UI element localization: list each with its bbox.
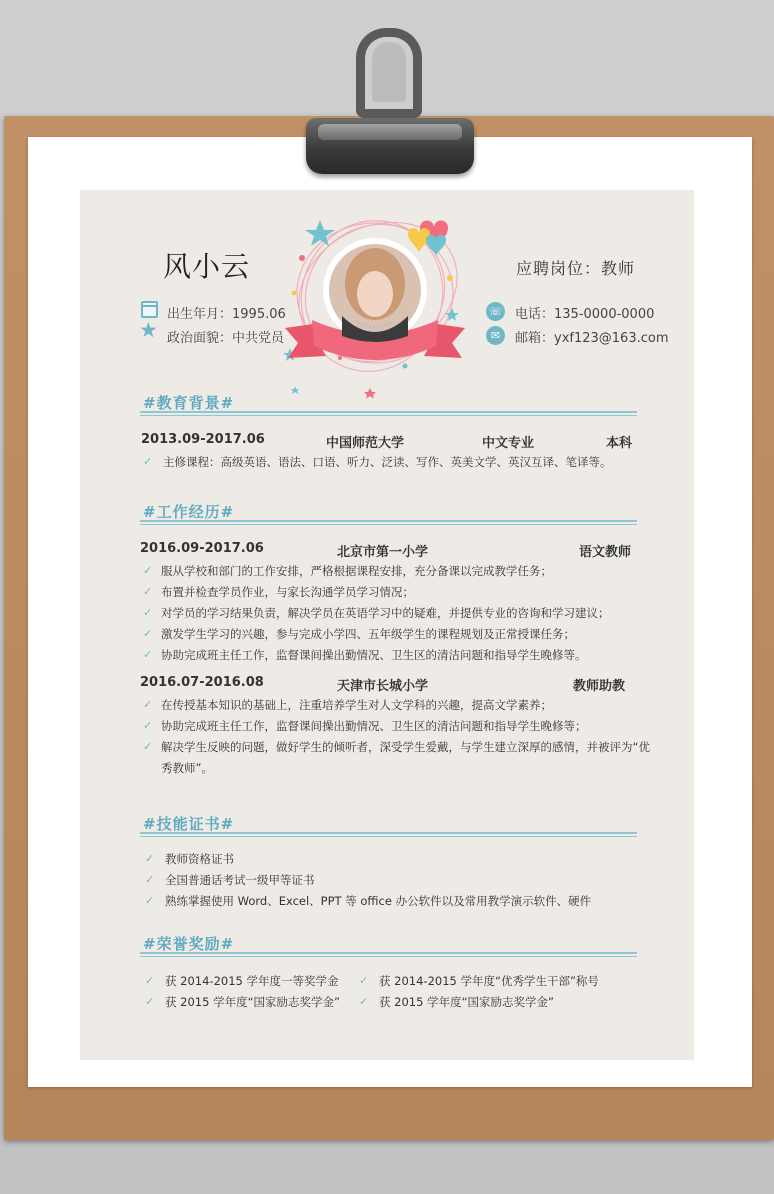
work-role: 教师助教 — [573, 679, 626, 694]
work-organization: 天津市长城小学 — [337, 679, 429, 694]
education-major: 中文专业 — [482, 436, 535, 451]
check-icon: ✓ — [143, 648, 153, 661]
education-period: 2013.09-2017.06 — [141, 432, 265, 447]
check-icon: ✓ — [143, 585, 153, 598]
check-icon: ✓ — [143, 564, 153, 577]
clip-ring-shine — [372, 42, 406, 102]
section-title-education: #教育背景# — [143, 394, 235, 412]
check-icon: ✓ — [145, 995, 155, 1008]
check-icon: ✓ — [359, 995, 369, 1008]
work-duty: 协助完成班主任工作，监督课间操出勤情况、卫生区的清洁问题和指导学生晚修等； — [161, 719, 587, 733]
binder-clip-highlight — [318, 124, 462, 140]
work-period: 2016.09-2017.06 — [140, 541, 264, 556]
check-icon: ✓ — [143, 627, 153, 640]
skill-item: 熟练掌握使用 Word、Excel、PPT 等 office 办公软件以及常用教学演示软件、硬件 — [165, 894, 592, 908]
work-role: 语文教师 — [579, 545, 632, 560]
job-position: 应聘岗位：教师 — [516, 259, 636, 278]
check-icon: ✓ — [143, 719, 153, 732]
email-address: 邮箱：yxf123@163.com — [515, 331, 669, 346]
work-duty: 在传授基本知识的基础上，注重培养学生对人文学科的兴趣，提高文学素养； — [161, 698, 552, 712]
section-title-honors: #荣誉奖励# — [143, 935, 235, 953]
work-organization: 北京市第一小学 — [337, 545, 429, 560]
birth-date: 出生年月：1995.06 — [167, 307, 286, 322]
honor-item: 获 2014-2015 学年度一等奖学金 — [165, 974, 339, 988]
check-icon: ✓ — [143, 698, 153, 711]
work-duty: 布置并检查学员作业，与家长沟通学员学习情况； — [161, 585, 414, 599]
honor-item: 获 2015 学年度“国家励志奖学金” — [165, 995, 340, 1009]
check-icon: ✓ — [145, 873, 155, 886]
calendar-icon — [141, 301, 158, 318]
work-period: 2016.07-2016.08 — [140, 675, 264, 690]
section-title-skills: #技能证书# — [143, 815, 235, 833]
check-icon: ✓ — [143, 740, 153, 753]
skill-item: 全国普通话考试一级甲等证书 — [165, 873, 315, 887]
applicant-name: 风小云 — [163, 250, 251, 283]
phone-icon: ☏ — [486, 302, 505, 321]
section-divider — [140, 411, 637, 416]
section-divider — [140, 952, 637, 957]
work-duty: 对学员的学习结果负责，解决学员在英语学习中的疑难，并提供专业的咨询和学习建议； — [161, 606, 610, 620]
check-icon: ✓ — [145, 974, 155, 987]
education-courses: 主修课程：高级英语、语法、口语、听力、泛读、写作、英美文学、英汉互译、笔译等。 — [163, 455, 612, 469]
section-divider — [140, 832, 637, 837]
honor-item: 获 2014-2015 学年度“优秀学生干部”称号 — [379, 974, 599, 988]
section-title-work: #工作经历# — [143, 503, 235, 521]
education-degree: 本科 — [606, 436, 633, 451]
work-duty-continued: 秀教师”。 — [161, 761, 213, 775]
check-icon: ✓ — [143, 606, 153, 619]
star-decoration-icon — [305, 220, 335, 246]
work-duty: 解决学生反映的问题，做好学生的倾听者，深受学生爱戴，与学生建立深厚的感情，并被评为“优 — [161, 740, 650, 754]
section-divider — [140, 520, 637, 525]
skill-item: 教师资格证书 — [165, 852, 234, 866]
check-icon: ✓ — [145, 894, 155, 907]
profile-photo-decoration — [280, 198, 470, 398]
check-icon: ✓ — [359, 974, 369, 987]
work-duty: 激发学生学习的兴趣，参与完成小学四、五年级学生的课程规划及正常授课任务； — [161, 627, 575, 641]
political-status: 政治面貌：中共党员 — [167, 331, 285, 346]
honor-item: 获 2015 学年度“国家励志奖学金” — [379, 995, 554, 1009]
work-duty: 服从学校和部门的工作安排，严格根据课程安排，充分备课以完成教学任务； — [161, 564, 552, 578]
education-school: 中国师范大学 — [326, 436, 405, 451]
check-icon: ✓ — [145, 852, 155, 865]
phone-number: 电话：135-0000-0000 — [515, 307, 655, 322]
check-icon: ✓ — [143, 455, 153, 468]
work-duty: 协助完成班主任工作，监督课间操出勤情况、卫生区的清洁问题和指导学生晚修等。 — [161, 648, 587, 662]
mail-icon: ✉ — [486, 326, 505, 345]
star-icon: ★ — [139, 318, 158, 342]
